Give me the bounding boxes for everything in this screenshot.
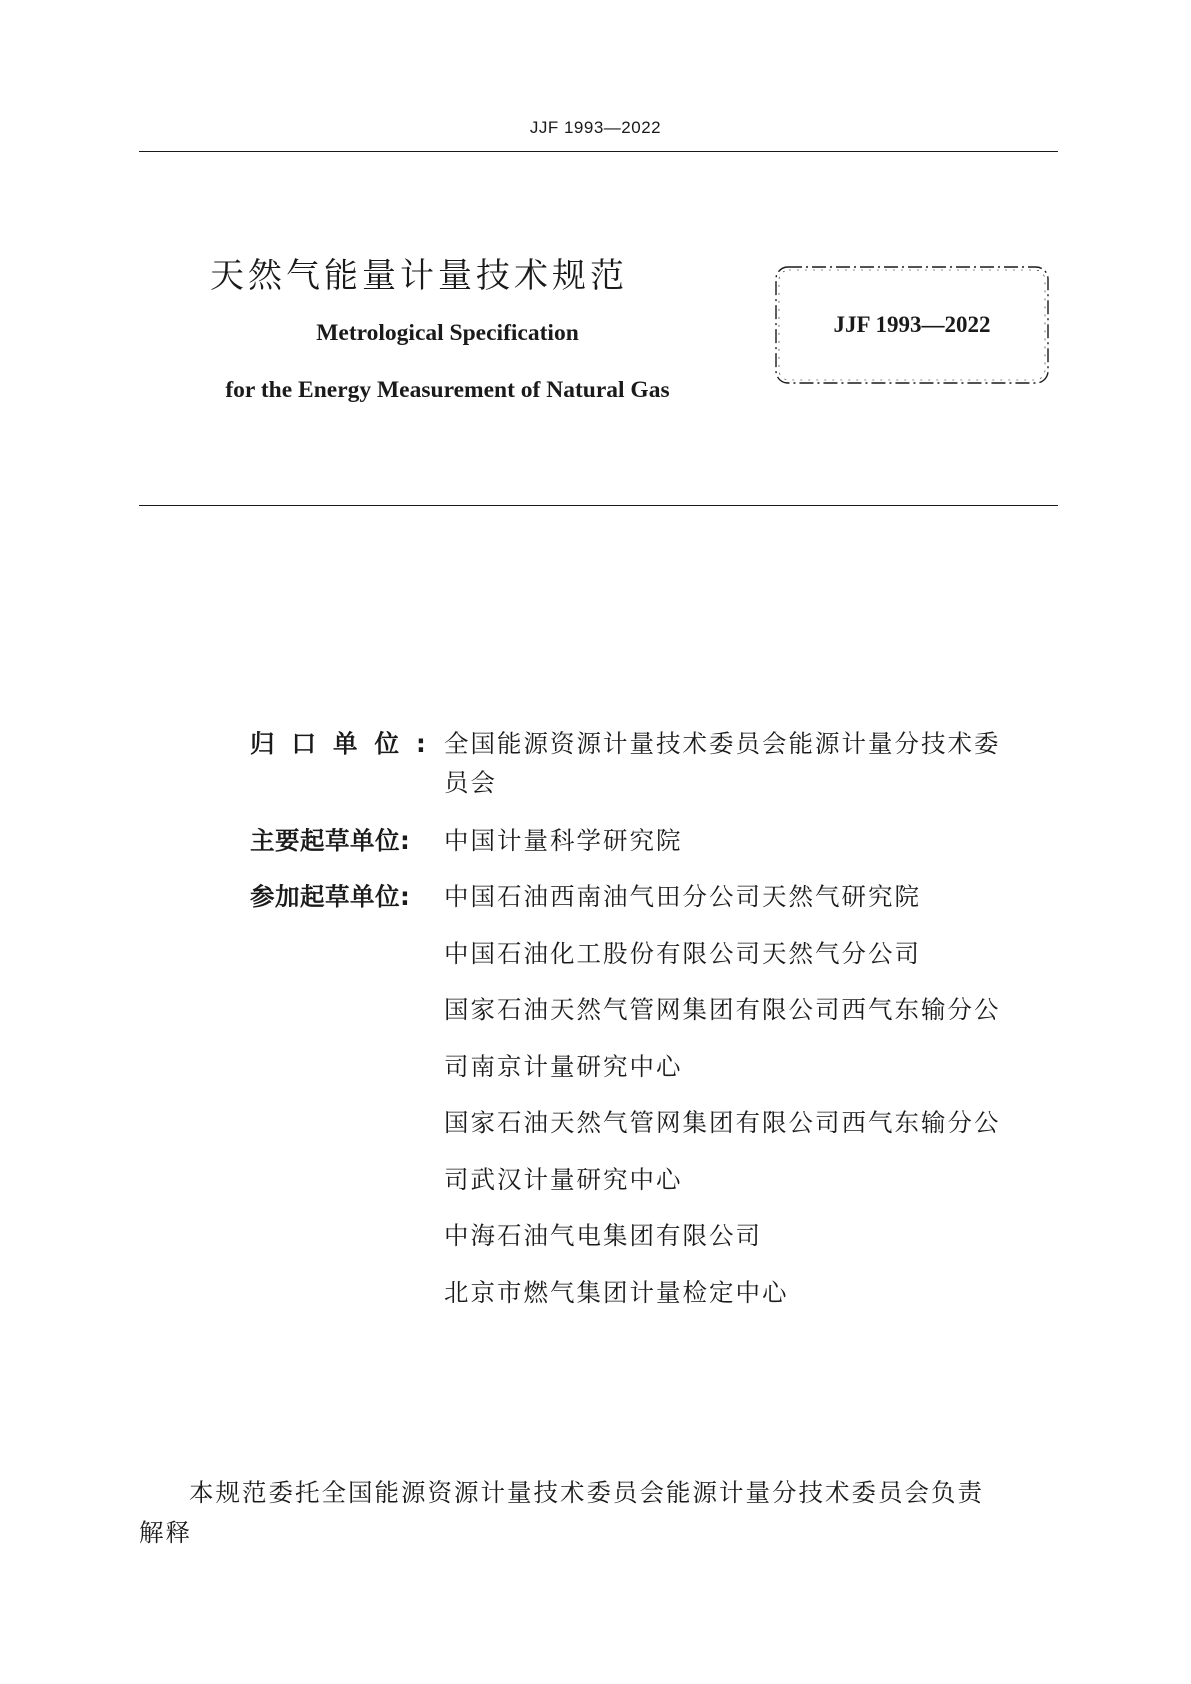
participant-line: 中国石油西南油气田分公司天然气研究院: [444, 882, 921, 911]
title-english-line2: for the Energy Measurement of Natural Gas: [225, 377, 670, 403]
interpretation-note: [139, 1473, 1058, 1553]
running-header-code: JJF 1993—2022: [529, 118, 662, 137]
main-drafter-value: 中国计量科学研究院: [444, 826, 683, 855]
title-english-line1: Metrological Specification: [316, 320, 579, 346]
participant-line: 北京市燃气集团计量检定中心: [444, 1278, 789, 1307]
title-chinese: 天然气能量计量技术规范: [210, 256, 628, 296]
responsible-unit-value-line1: 全国能源资源计量技术委员会能源计量分技术委: [444, 729, 1001, 758]
header-rule: [139, 151, 1058, 152]
participant-line: 国家石油天然气管网集团有限公司西气东输分公: [444, 1108, 1001, 1137]
responsible-unit-label: 归口单位:: [250, 729, 443, 758]
specification-code-box: [773, 264, 1051, 386]
participant-line: 司南京计量研究中心: [444, 1052, 683, 1081]
title-rule: [139, 505, 1058, 506]
interpretation-note-line1: 本规范委托全国能源资源计量技术委员会能源计量分技术委员会负责: [189, 1478, 984, 1507]
responsible-unit-value-line2: 员会: [444, 768, 497, 797]
interpretation-note-line2: 解释: [139, 1518, 192, 1547]
participant-line: 国家石油天然气管网集团有限公司西气东输分公: [444, 995, 1001, 1024]
participants-label: 参加起草单位:: [250, 882, 411, 911]
participant-line: 中国石油化工股份有限公司天然气分公司: [444, 939, 921, 968]
participant-line: 司武汉计量研究中心: [444, 1165, 683, 1194]
specification-code: JJF 1993—2022: [833, 312, 991, 337]
participant-line: 中海石油气电集团有限公司: [444, 1221, 762, 1250]
main-drafter-label: 主要起草单位:: [250, 826, 411, 855]
